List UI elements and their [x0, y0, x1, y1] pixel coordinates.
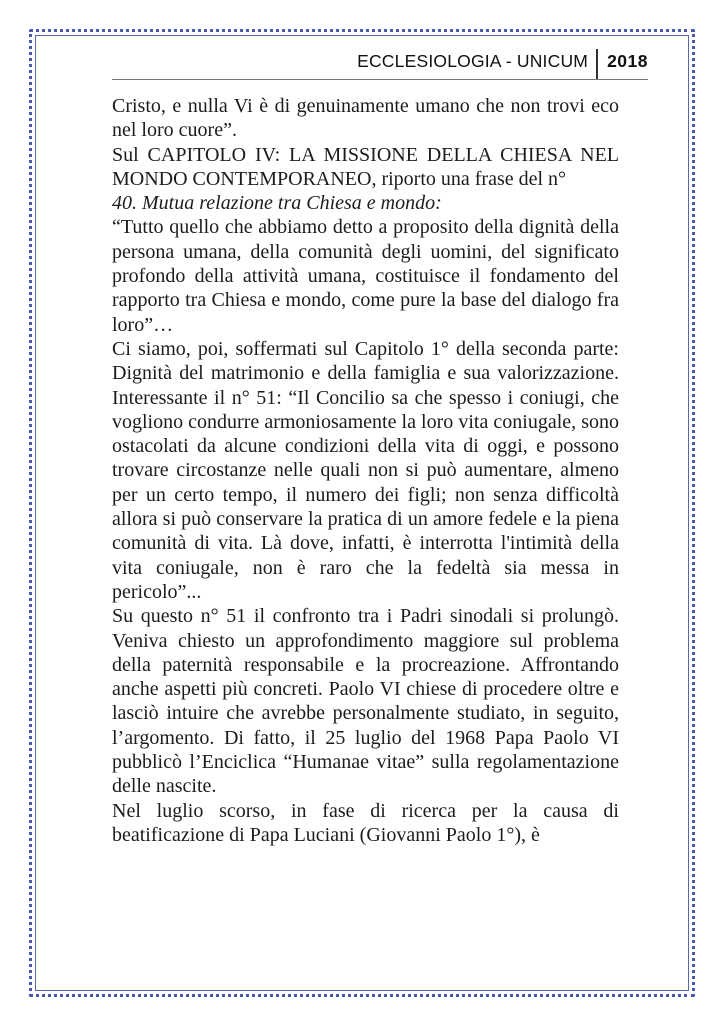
paragraph-1: Cristo, e nulla Vi è di genuinamente umano che non trovi eco nel loro cuore”.	[112, 95, 619, 142]
paragraph-2-intro: Sul CAPITOLO IV: LA MISSIONE DELLA CHIESA NEL MONDO CONTEMPORANEO, riporto una frase del n°	[112, 143, 619, 190]
paragraph-3: “Tutto quello che abbiamo detto a proposito della dignità della persona umana, della comunità degli uomini, del significato profondo della attività umana, costituisce il fondamento del rapporto tra Chiesa e mondo, come pure la base del dialogo fra loro”…	[112, 216, 619, 336]
paragraph-2	[112, 143, 619, 216]
header-year: 2018	[607, 51, 648, 71]
paragraph-2-italic: 40. Mutua relazione tra Chiesa e mondo:	[112, 192, 442, 215]
paragraph-5: Su questo n° 51 il confronto tra i Padri sinodali si prolungò. Veniva chiesto un approfondimento maggiore sul problema della paternità responsabile e la procreazione. Affrontando anche aspetti più concreti. Paolo VI chiese di procedere oltre e lasciò intuire che avrebbe personalmente studiato, in seguito, l’argomento. Di fatto, il 25 luglio del 1968 Papa Paolo VI pubblicò l’Enciclica “Humanae vitae” sulla regolamentazione delle nascite.	[112, 605, 619, 798]
page-header	[357, 47, 648, 75]
document-body	[112, 94, 619, 847]
paragraph-4: Ci siamo, poi, soffermati sul Capitolo 1° della seconda parte: Dignità del matrimonio e della famiglia e sua valorizzazione. Interessante il n° 51: “Il Concilio sa che spesso i coniugi, che vogliono condurre armoniosamente la loro vita coniugale, sono ostacolati da alcune condizioni della vita di oggi, e possono trovare circostanze nelle quali non si può aumentare, almeno per un certo tempo, il numero dei figli; non senza difficoltà allora si può conservare la pratica di un amore fedele e la piena comunità di vita. Là dove, infatti, è interrotta l'intimità della vita coniugale, non è raro che la fedeltà sia messa in pericolo”...	[112, 337, 619, 603]
paragraph-6: Nel luglio scorso, in fase di ricerca per la causa di beatificazione di Papa Luciani (Giovanni Paolo 1°), è	[112, 799, 619, 846]
header-title: ECCLESIOLOGIA - UNICUM	[357, 51, 589, 71]
header-rule	[112, 79, 648, 80]
